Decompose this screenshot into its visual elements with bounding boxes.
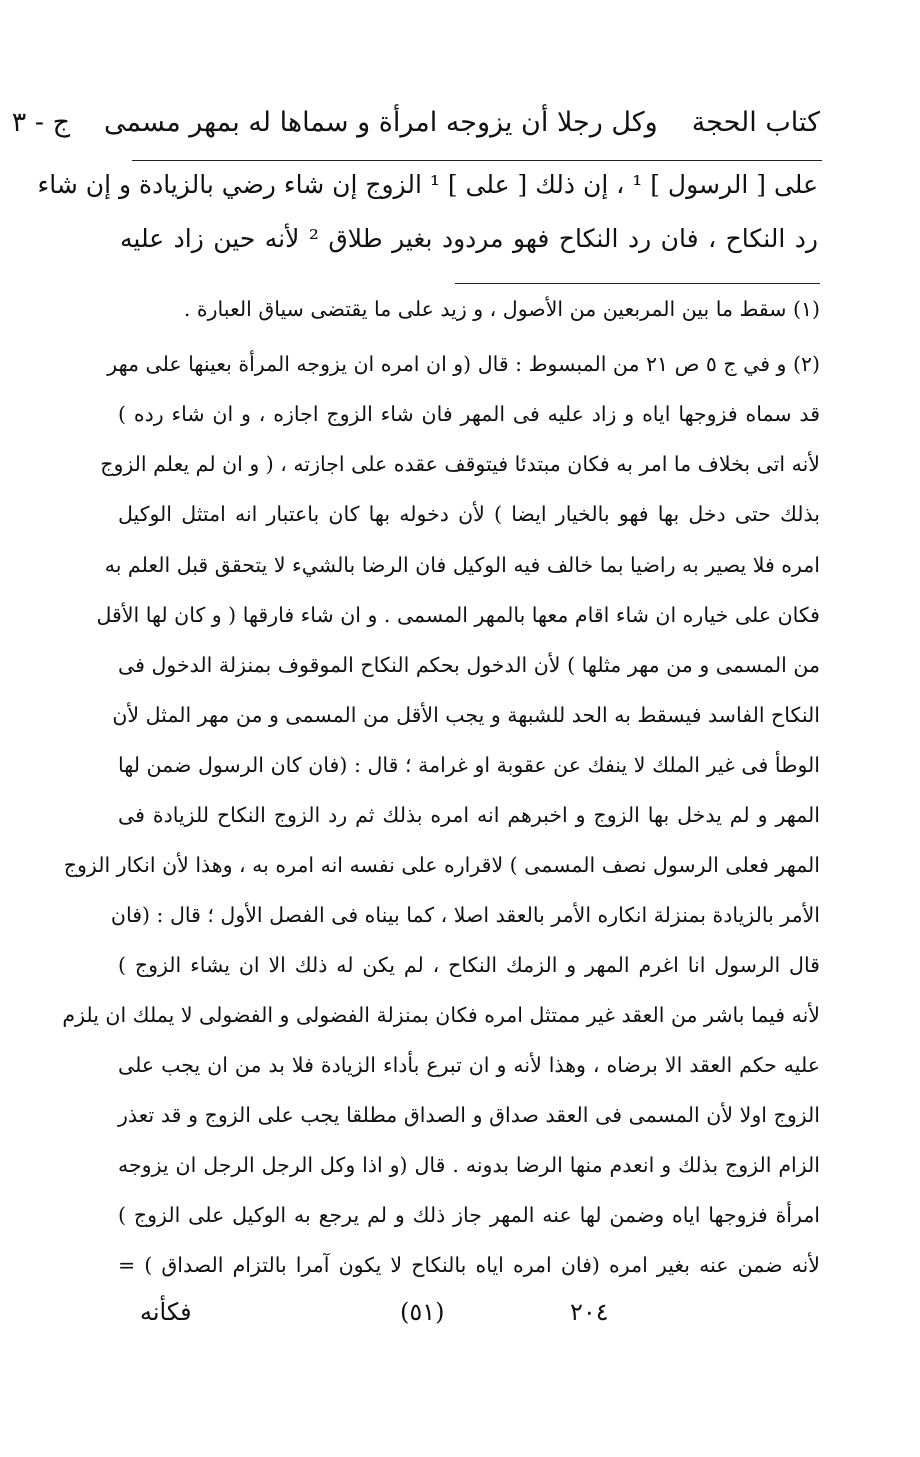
catchword: فكأنه xyxy=(140,1298,192,1326)
main-text-line: رد النكاح ، فان رد النكاح فهو مردود بغير طلاق ² لأنه حين زاد عليه xyxy=(120,224,818,253)
footnote-2-line: الوطأ فى غير الملك لا ينفك عن عقوبة او غرامة ؛ قال : (فان كان الرسول ضمن لها xyxy=(118,753,820,777)
footnote-2-line: من المسمى و من مهر مثلها ) لأن الدخول بحكم النكاح الموقوف بمنزلة الدخول فى xyxy=(118,653,820,677)
footnote-2-line: الزام الزوج بذلك و انعدم منها الرضا بدونه . قال (و اذا وكل الرجل الرجل ان يزوجه xyxy=(118,1153,820,1177)
main-text-line: على [ الرسول ] ¹ ، إن ذلك [ على ] ¹ الزوج إن شاء رضي بالزيادة و إن شاء xyxy=(37,170,818,199)
footnote-2-line: لأنه فيما باشر من العقد غير ممتثل امره فكان بمنزلة الفضولى و الفضولى لا يملك ان يلزم xyxy=(62,1003,820,1027)
footnote-2-line: عليه حكم العقد الا برضاه ، وهذا لأنه و ان تبرع بأداء الزيادة فلا بد من ان يجب على xyxy=(118,1053,820,1077)
footnote-2-line: المهر و لم يدخل بها الزوج و اخبرهم انه امره بذلك ثم رد الزوج النكاح للزيادة فى xyxy=(118,803,820,827)
footnote-2-line: النكاح الفاسد فيسقط به الحد للشبهة و يجب الأقل من المسمى و من مهر المثل لأن xyxy=(112,703,820,727)
footnote-2-line: فكان على خياره ان شاء اقام معها بالمهر المسمى . و ان شاء فارقها ( و كان لها الأقل xyxy=(96,603,820,627)
page-footer xyxy=(130,1298,830,1338)
footnote-1: (١) سقط ما بين المربعين من الأصول ، و زيد على ما يقتضى سياق العبارة . xyxy=(183,297,820,321)
volume-indicator: ج - ٣ xyxy=(11,106,71,138)
footnote-2-line: قد سماه فزوجها اياه و زاد عليه فى المهر فان شاء الزوج اجازه ، و ان شاء رده ) xyxy=(118,402,820,426)
page-number: ٢٠٤ xyxy=(570,1298,609,1326)
manuscript-page-number: (٥١) xyxy=(400,1298,445,1326)
header-rule xyxy=(132,160,822,161)
footnote-2-line: (٢) و في ج ٥ ص ٢١ من المبسوط : قال (و ان امره ان يزوجه المرأة بعينها على مهر xyxy=(107,352,820,376)
footnote-2-line: لأنه اتى بخلاف ما امر به فكان مبتدئا فيتوقف عقده على اجازته ، ( و ان لم يعلم الزوج xyxy=(100,452,820,476)
footnote-2-line: المهر فعلى الرسول نصف المسمى ) لاقراره على نفسه انه امره به ، وهذا لأن انكار الزوج xyxy=(63,853,820,877)
footnote-2-line: قال الرسول انا اغرم المهر و الزمك النكاح ، لم يكن له ذلك الا ان يشاء الزوج ) xyxy=(118,953,820,977)
running-header xyxy=(11,98,820,146)
footnote-2-line: الزوج اولا لأن المسمى فى العقد صداق و الصداق مطلقا يجب على الزوج و قد تعذر xyxy=(118,1103,820,1127)
footnote-2-line: لأنه ضمن عنه بغير امره (فان امره اياه بالنكاح لا يكون آمرا بالتزام الصداق ) = xyxy=(118,1253,820,1277)
footnote-2-line: الأمر بالزيادة بمنزلة انكاره الأمر بالعقد اصلا ، كما بيناه فى الفصل الأول ؛ قال : (فان xyxy=(110,903,820,927)
footnote-2-line: امره فلا يصير به راضيا بما خالف فيه الوكيل فان الرضا بالشيء لا يتحقق قبل العلم به xyxy=(104,553,820,577)
footnote-separator xyxy=(455,283,820,284)
footnote-2-line: بذلك حتى دخل بها فهو بالخيار ايضا ) لأن دخوله بها كان باعتبار انه امتثل الوكيل xyxy=(118,502,820,526)
book-title: كتاب الحجة xyxy=(691,106,820,138)
footnote-2-line: امرأة فزوجها اياه وضمن لها عنه المهر جاز ذلك و لم يرجع به الوكيل على الزوج ) xyxy=(118,1203,820,1227)
chapter-title: وكل رجلا أن يزوجه امرأة و سماها له بمهر مسمى xyxy=(104,106,658,138)
